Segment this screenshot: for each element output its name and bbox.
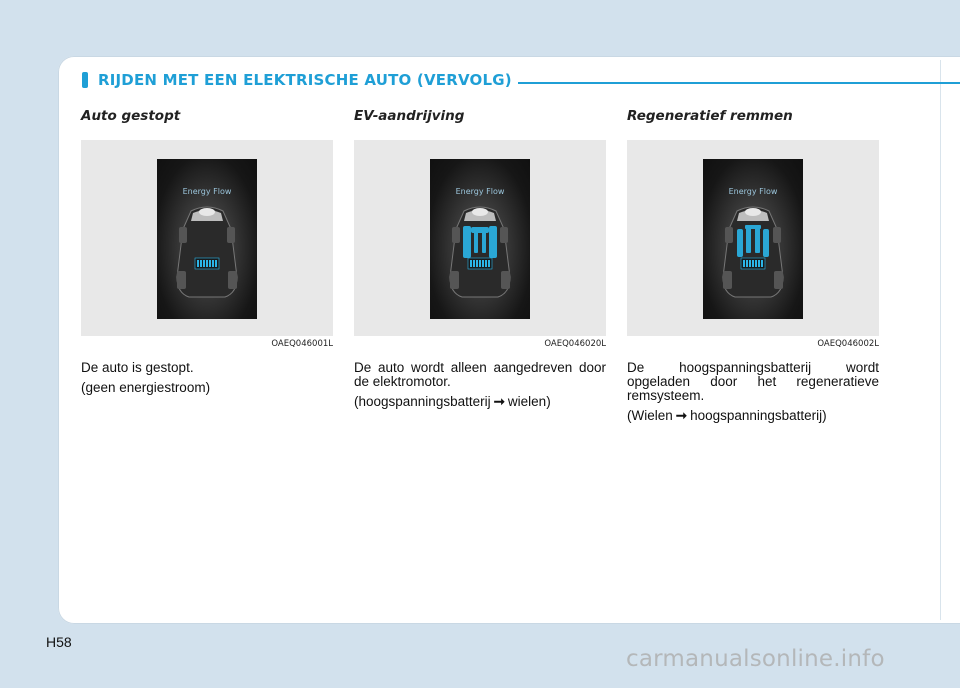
energy-flow-screen [703, 159, 803, 319]
column-ev-aandrijving [354, 108, 606, 409]
car-topview-icon [430, 159, 530, 319]
flow-from: (hoogspanningsbatterij [354, 394, 491, 409]
description: De auto wordt alleen aangedreven door de elektromotor. [354, 360, 606, 389]
page-number: H58 [46, 634, 72, 650]
energy-flow-screen [157, 159, 257, 319]
flow-from: (Wielen [627, 408, 673, 423]
header-accent-block [82, 72, 88, 88]
figure-ev-drive [354, 140, 606, 336]
column-title: EV-aandrijving [354, 108, 465, 124]
flow-to: wielen) [507, 394, 551, 409]
figure-stopped [81, 140, 333, 336]
column-auto-gestopt [81, 108, 333, 395]
section-title: RIJDEN MET EEN ELEKTRISCHE AUTO (VERVOLG) [98, 71, 512, 89]
energy-flow-screen [430, 159, 530, 319]
column-title: Auto gestopt [81, 108, 181, 124]
figure-code: OAEQ046002L [817, 339, 879, 349]
flow-description [354, 395, 606, 409]
screen-label: Energy Flow [182, 187, 232, 196]
screen-label: Energy Flow [728, 187, 778, 196]
flow-to: hoogspanningsbatterij) [690, 408, 827, 423]
figure-code: OAEQ046001L [271, 339, 333, 349]
column-title: Regeneratief remmen [627, 108, 793, 124]
description: (geen energiestroom) [81, 380, 211, 395]
flow-description [627, 409, 879, 423]
screen-label: Energy Flow [455, 187, 505, 196]
right-arrow-icon: ➞ [675, 408, 688, 423]
figure-code: OAEQ046020L [544, 339, 606, 349]
figure-regen-braking [627, 140, 879, 336]
section-header [82, 72, 960, 88]
car-topview-icon [703, 159, 803, 319]
page-edge-divider [940, 60, 941, 620]
watermark: carmanualsonline.info [626, 646, 885, 672]
description: De hoogspanningsbatterij wordt opgeladen door het regeneratieve remsysteem. [627, 360, 879, 403]
column-regeneratief-remmen [627, 108, 879, 423]
header-rule [518, 82, 960, 84]
description: De auto is gestopt. [81, 360, 194, 375]
car-topview-icon [157, 159, 257, 319]
right-arrow-icon: ➞ [493, 394, 505, 409]
